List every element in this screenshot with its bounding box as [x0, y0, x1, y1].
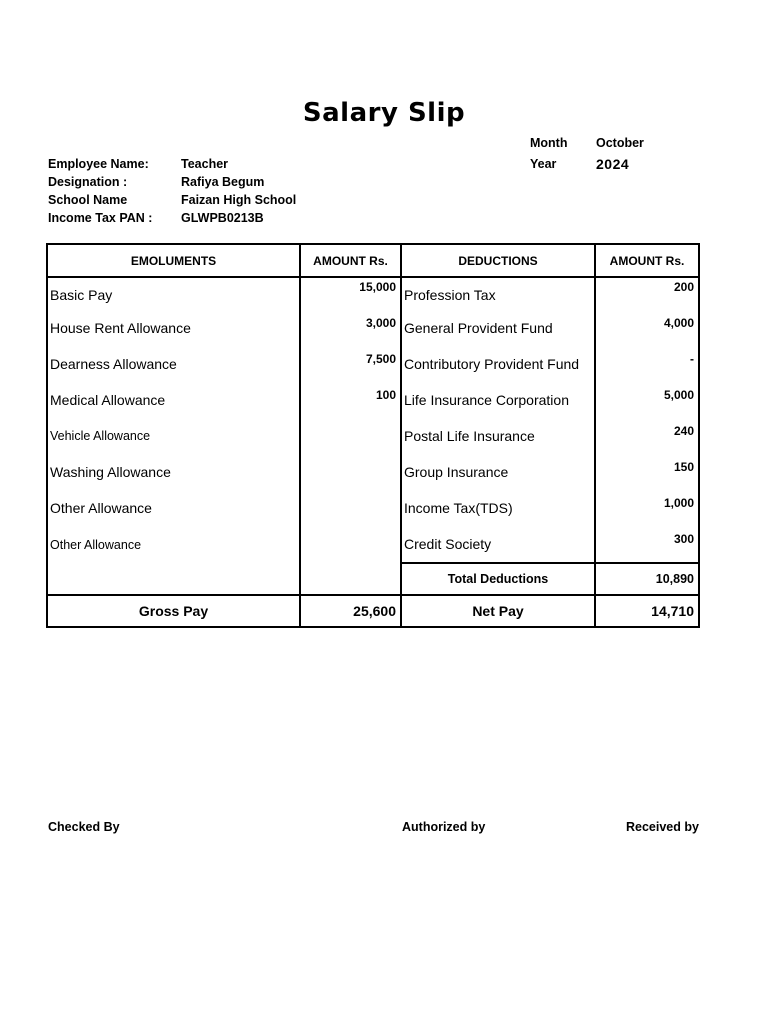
table-row: [47, 277, 699, 310]
pan-value: GLWPB0213B: [181, 211, 264, 225]
received-by-label: Received by: [626, 820, 699, 834]
deductions-header: DEDUCTIONS: [401, 244, 595, 277]
emolument-blank: [47, 563, 300, 595]
emolument-amount: 100: [300, 382, 401, 418]
emolument-label: Other Allowance: [47, 526, 300, 563]
emolument-amount: 3,000: [300, 310, 401, 346]
emolument-amount: [300, 418, 401, 454]
deduction-amount: 200: [595, 277, 699, 310]
emoluments-header: EMOLUMENTS: [47, 244, 300, 277]
year-value: 2024: [596, 156, 630, 172]
deduction-label: Credit Society: [401, 526, 595, 563]
deduction-label: Group Insurance: [401, 454, 595, 490]
page-title: Salary Slip: [302, 98, 466, 128]
deduction-amount: 1,000: [595, 490, 699, 526]
emolument-label: Dearness Allowance: [47, 346, 300, 382]
school-name-value: Faizan High School: [181, 193, 297, 207]
table-row: [47, 310, 699, 346]
deduction-amount: 5,000: [595, 382, 699, 418]
net-pay-value: 14,710: [595, 595, 699, 627]
table-row: [47, 454, 699, 490]
deduction-label: Profession Tax: [401, 277, 595, 310]
emolument-label: House Rent Allowance: [47, 310, 300, 346]
table-header-row: [47, 244, 699, 277]
emolument-label: Medical Allowance: [47, 382, 300, 418]
emolument-amount-header: AMOUNT Rs.: [300, 244, 401, 277]
employee-name-value: Teacher: [181, 157, 229, 171]
total-deductions-label: Total Deductions: [401, 563, 595, 595]
table-row: [47, 526, 699, 563]
table-row: [47, 418, 699, 454]
deduction-amount: -: [595, 346, 699, 382]
emolument-amount: 15,000: [300, 277, 401, 310]
deduction-amount: 300: [595, 526, 699, 563]
table-row: [47, 382, 699, 418]
designation-label: Designation :: [48, 175, 128, 189]
authorized-by-label: Authorized by: [402, 820, 486, 834]
school-name-label: School Name: [48, 193, 128, 207]
gross-pay-value: 25,600: [300, 595, 401, 627]
pan-label: Income Tax PAN :: [48, 211, 153, 225]
gross-pay-label: Gross Pay: [47, 595, 300, 627]
emolument-amount-blank: [300, 563, 401, 595]
emolument-label: Other Allowance: [47, 490, 300, 526]
month-value: October: [596, 136, 644, 150]
total-deductions-row: [47, 563, 699, 595]
deduction-label: Contributory Provident Fund: [401, 346, 595, 382]
emolument-amount: [300, 454, 401, 490]
deduction-label: Postal Life Insurance: [401, 418, 595, 454]
employee-name-label: Employee Name:: [48, 157, 149, 171]
month-label: Month: [530, 136, 568, 150]
gross-net-row: [47, 595, 699, 627]
deduction-amount: 240: [595, 418, 699, 454]
emolument-label: Vehicle Allowance: [47, 418, 300, 454]
deduction-label: Income Tax(TDS): [401, 490, 595, 526]
emolument-amount: [300, 490, 401, 526]
emolument-amount: 7,500: [300, 346, 401, 382]
deduction-amount: 4,000: [595, 310, 699, 346]
emolument-label: Basic Pay: [47, 277, 300, 310]
checked-by-label: Checked By: [48, 820, 120, 834]
year-label: Year: [530, 157, 557, 171]
deduction-amount-header: AMOUNT Rs.: [595, 244, 699, 277]
emolument-label: Washing Allowance: [47, 454, 300, 490]
total-deductions-value: 10,890: [595, 563, 699, 595]
deduction-amount: 150: [595, 454, 699, 490]
deduction-label: General Provident Fund: [401, 310, 595, 346]
designation-value: Rafiya Begum: [181, 175, 265, 189]
emolument-amount: [300, 526, 401, 563]
salary-table: [46, 243, 700, 628]
net-pay-label: Net Pay: [401, 595, 595, 627]
table-row: [47, 346, 699, 382]
deduction-label: Life Insurance Corporation: [401, 382, 595, 418]
table-row: [47, 490, 699, 526]
